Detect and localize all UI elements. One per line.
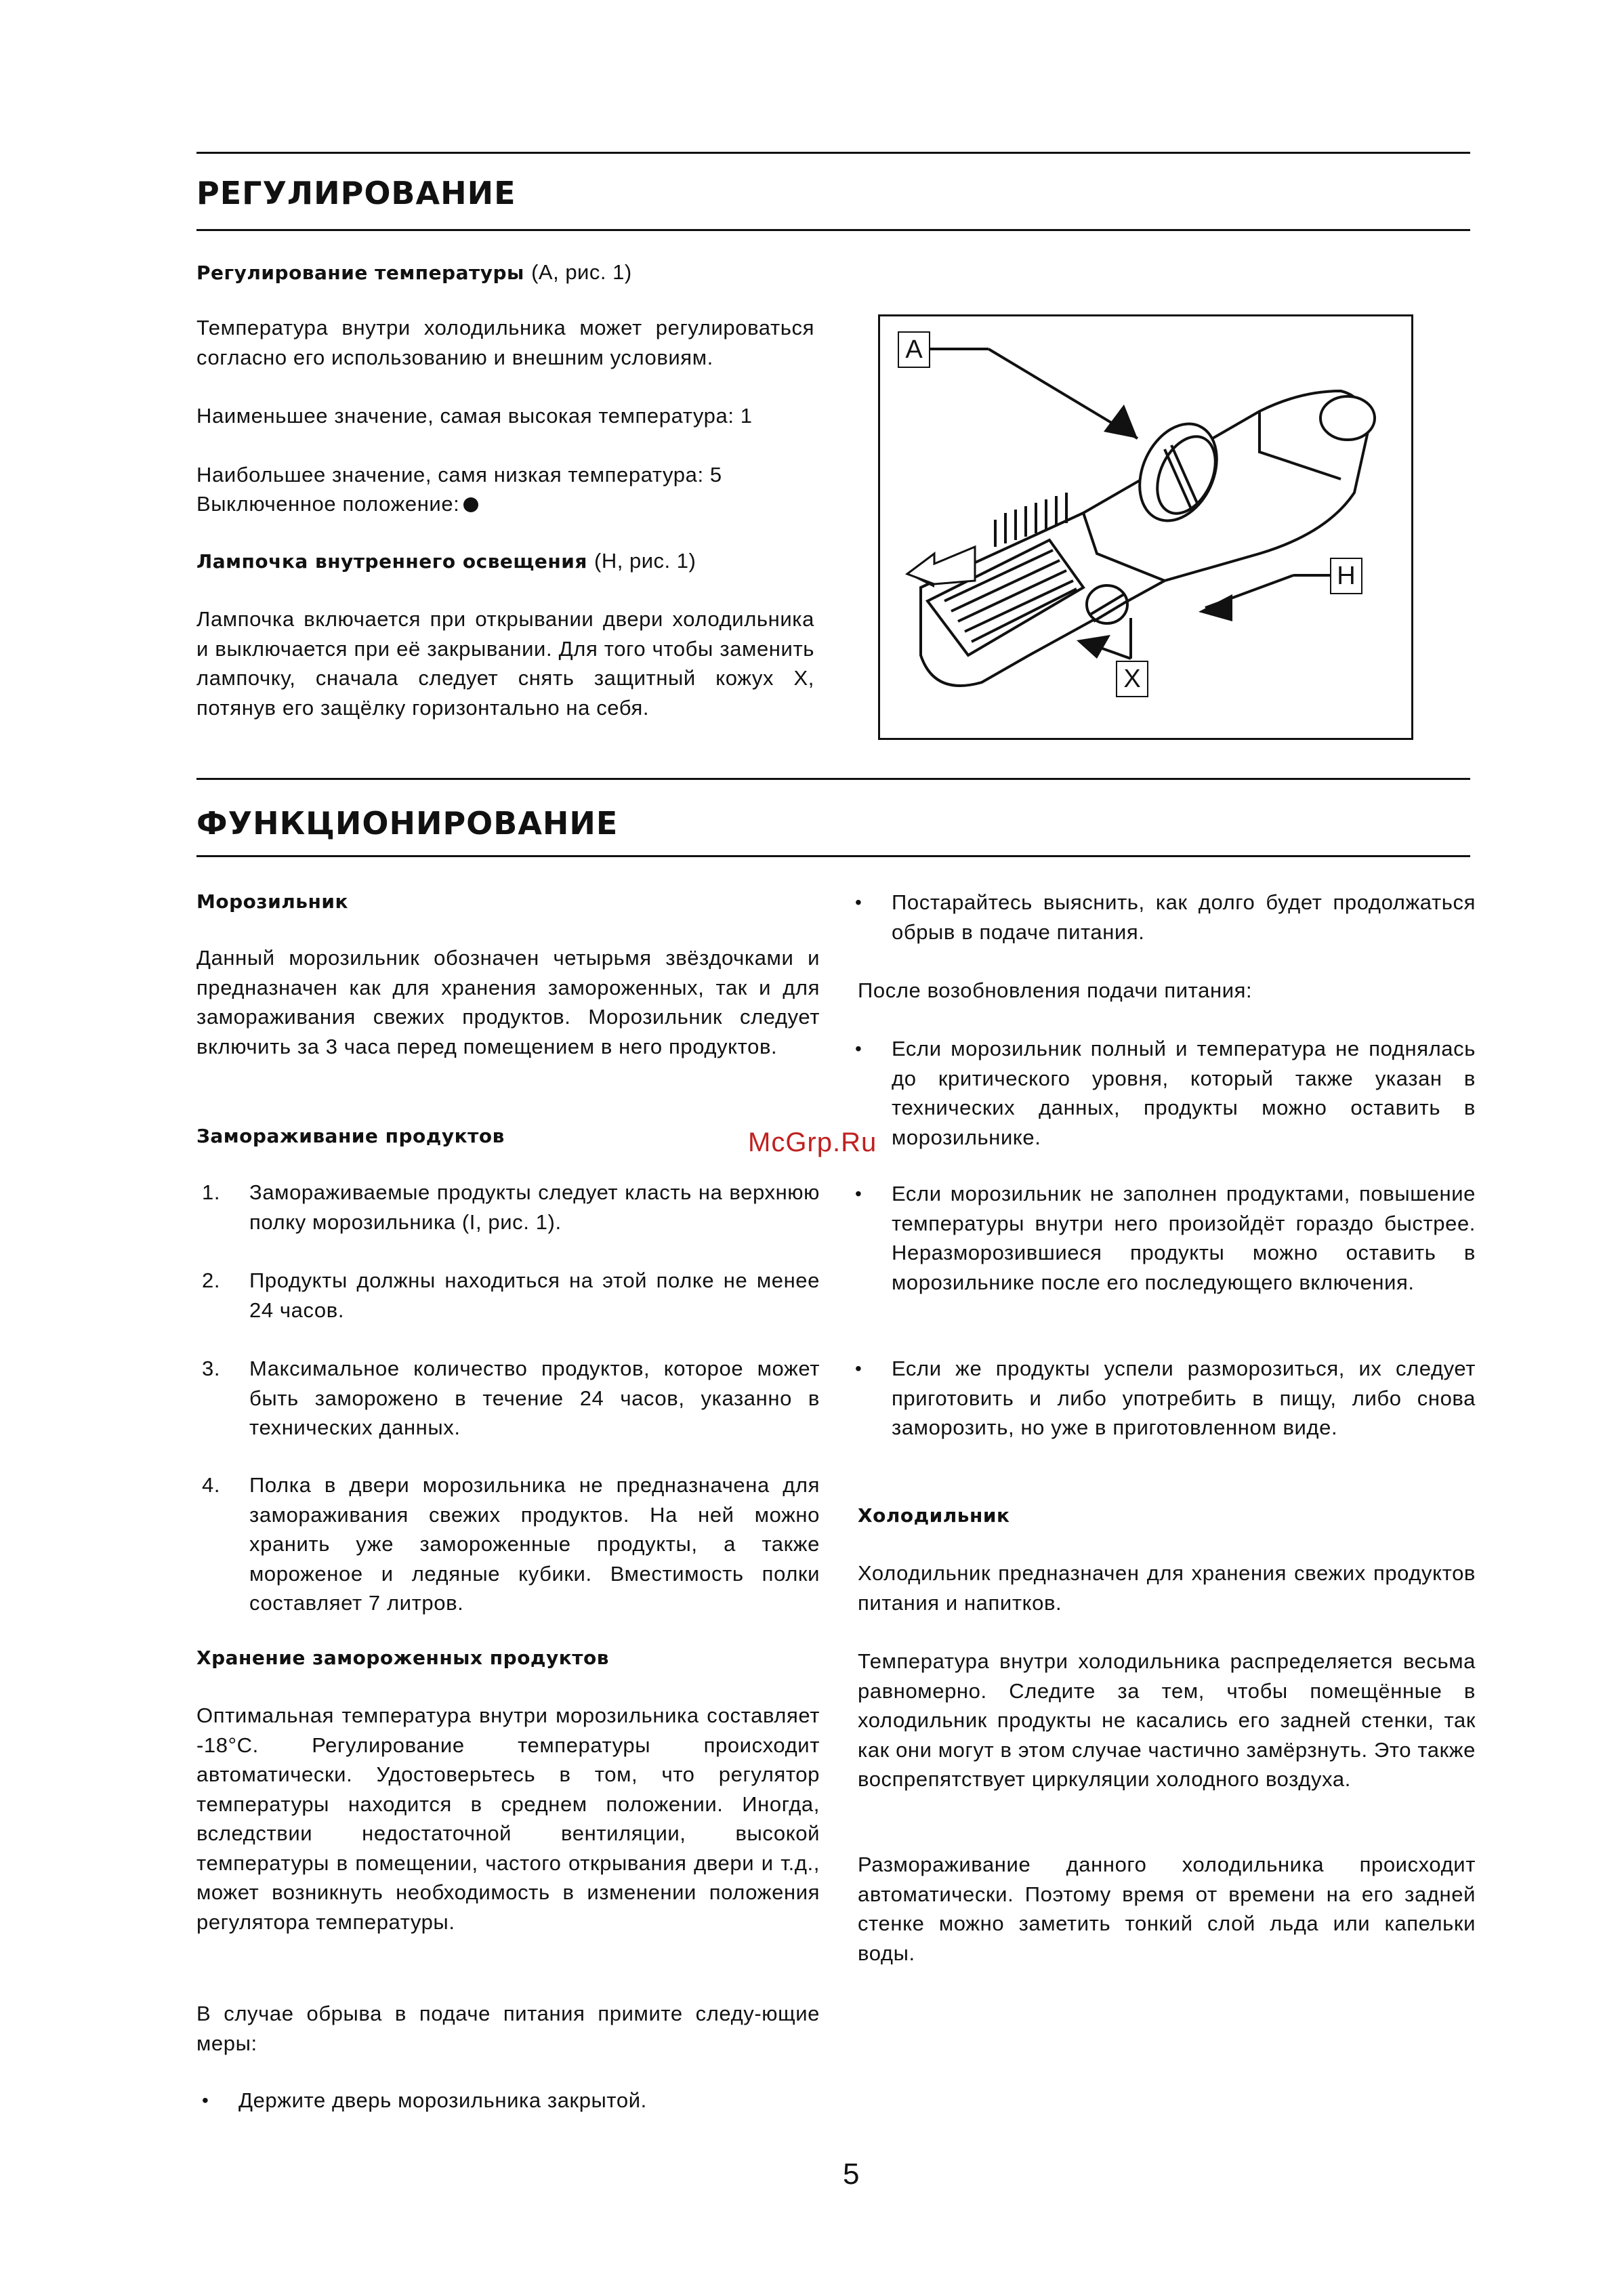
freezing-heading: Замораживание продуктов <box>196 1125 505 1147</box>
page-number: 5 <box>843 2157 860 2191</box>
temp-heading-text: Регулирование температуры <box>196 262 524 284</box>
lamp-heading-ref: (H, рис. 1) <box>594 549 696 573</box>
freezing-item-2-num: 2. <box>202 1268 221 1292</box>
temp-off-label: Выключенное положение: <box>196 492 460 516</box>
mid-rule <box>196 778 1470 780</box>
outage-bullet-text: Держите дверь морозильника закрытой. <box>238 2088 647 2112</box>
freezing-item-4-text: Полка в двери морозильника не предназначена для замораживания свежих продуктов. На ней можно хранить уже замороженные продукты, а также мороженое и ледяные кубики. Вместимость полки составляет 7 литров. <box>249 1473 820 1615</box>
freezing-item-1-num: 1. <box>202 1180 221 1204</box>
outage-bullet-dot: • <box>202 2090 209 2111</box>
section-title-regulation: РЕГУЛИРОВАНИЕ <box>196 175 516 211</box>
fridge-text-2: Температура внутри холодильника распределяется весьма равномерно. Следите за тем, чтобы помещённые в холодильник продукты не касались его задней стенки, так как они могут в этом случае частично замёрзнуть. Это также воспрепятствует циркуляции холодного воздуха. <box>858 1649 1476 1791</box>
freezer-text: Данный морозильник обозначен четырьмя звёздочками и предназначен как для хранения замороженных, так и для замораживания свежих продуктов. Морозильник следует включить за 3 часа перед помещением в него продуктов. <box>196 946 820 1058</box>
freezing-item-1-text: Замораживаемые продукты следует класть на верхнюю полку морозильника (I, рис. 1). <box>249 1180 820 1234</box>
right-bullet-3-text: Если морозильник не заполнен продуктами, повышение температуры внутри него произойдёт гораздо быстрее. Неразморозившиеся продукты можно оставить в морозильнике после его последующего включения. <box>892 1182 1476 1294</box>
lamp-heading <box>196 549 696 573</box>
temp-heading <box>196 260 632 285</box>
right-bullet-3-dot: • <box>855 1183 862 1204</box>
temp-min-text: Наименьшее значение, самая высокая температура: 1 <box>196 404 753 428</box>
right-bullet-1-dot: • <box>855 892 862 913</box>
right-bullet-4-text: Если же продукты успели разморозиться, их следует приготовить и либо употребить в пищу, либо снова заморозить, но уже в приготовленном виде. <box>892 1357 1476 1439</box>
figure-label-h: H <box>1330 558 1362 594</box>
right-bullet-2-dot: • <box>855 1038 862 1059</box>
storage-heading: Хранение замороженных продуктов <box>196 1647 609 1669</box>
right-bullet-1-text: Постарайтесь выяснить, как долго будет продолжаться обрыв в подаче питания. <box>892 890 1476 944</box>
figure-label-x: X <box>1116 661 1148 697</box>
right-bullet-4-dot: • <box>855 1358 862 1379</box>
lamp-text: Лампочка включается при открывании двери холодильника и выключается при её закрывании. Для того чтобы заменить лампочку, сначала следует снять защитный кожух X, потянув его защёлку горизонтально на себя. <box>196 607 814 720</box>
temp-heading-ref: (А, рис. 1) <box>531 260 632 284</box>
fridge-text-1: Холодильник предназначен для хранения свежих продуктов питания и напитков. <box>858 1561 1476 1615</box>
right-bullet-2-text: Если морозильник полный и температура не поднялась до критического уровня, который также указан в технических данных, продукты можно оставить в морозильнике. <box>892 1037 1476 1149</box>
storage-text: Оптимальная температура внутри морозильника составляет -18°С. Регулирование температуры происходит автоматически. Удостоверьтесь в том, что регулятор температуры находится в среднем положении. Иногда, вследствии недостаточной вентиляции, высокой температуры в помещении, частого открывания двери и т.д., может возникнуть необходимость в изменении положения регулятора температуры. <box>196 1703 820 1934</box>
lamp-heading-text: Лампочка внутреннего освещения <box>196 550 587 573</box>
fridge-text-3: Размораживание данного холодильника происходит автоматически. Поэтому время от времени на его задней стенке можно заметить тонкий слой льда или капельки воды. <box>858 1853 1476 1965</box>
title-rule-regulation <box>196 229 1470 231</box>
top-rule <box>196 152 1470 154</box>
temp-off-text <box>196 489 814 519</box>
after-power-text: После возобновления подачи питания: <box>858 978 1253 1002</box>
temp-text: Температура внутри холодильника может регулироваться согласно его использованию и внешним условиям. <box>196 316 814 369</box>
freezer-heading: Морозильник <box>196 890 348 913</box>
outage-text: В случае обрыва в подаче питания примите следу-ющие меры: <box>196 2002 820 2055</box>
title-rule-functioning <box>196 855 1470 857</box>
temp-max-text: Наибольшее значение, самя низкая температура: 5 <box>196 463 722 487</box>
section-title-functioning: ФУНКЦИОНИРОВАНИЕ <box>196 805 619 842</box>
freezing-item-3-text: Максимальное количество продуктов, которое может быть заморожено в течение 24 часов, указанно в технических данных. <box>249 1357 820 1439</box>
freezing-item-4-num: 4. <box>202 1473 221 1497</box>
fridge-heading: Холодильник <box>858 1504 1010 1527</box>
freezing-item-2-text: Продукты должны находиться на этой полке не менее 24 часов. <box>249 1268 820 1322</box>
figure-label-a: A <box>898 331 930 368</box>
watermark: McGrp.Ru <box>748 1128 877 1157</box>
figure-1 <box>878 314 1413 740</box>
off-position-dot-icon <box>463 497 478 512</box>
freezing-item-3-num: 3. <box>202 1357 221 1380</box>
